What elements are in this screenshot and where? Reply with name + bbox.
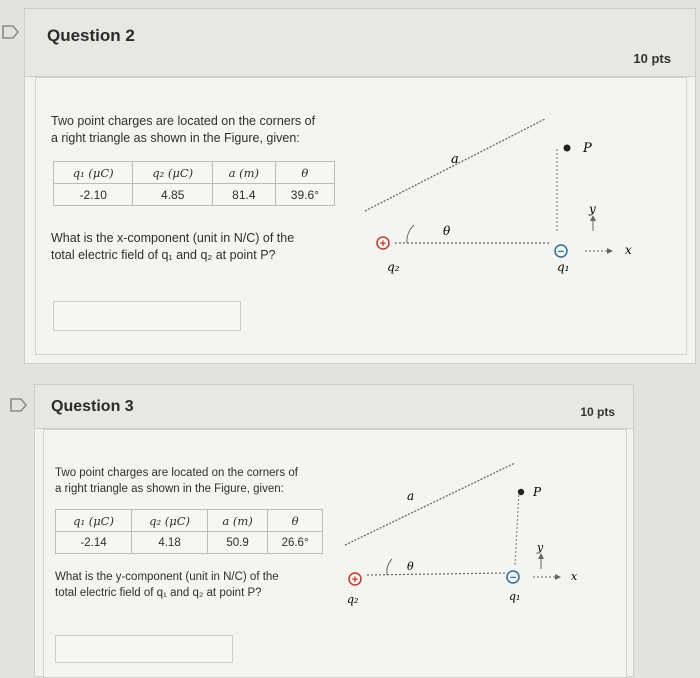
svg-text:θ: θ	[407, 560, 414, 573]
question-2-question	[51, 230, 351, 264]
theta-arc	[387, 559, 392, 575]
svg-text:y: y	[589, 202, 596, 216]
table-header: θ	[275, 162, 334, 184]
table-cell: 4.18	[132, 532, 208, 554]
question-2-points: 10 pts	[633, 51, 671, 66]
prompt-line: Two point charges are located on the corners of	[51, 114, 316, 128]
question-line: total electric field of q₁ and q₂ at point P?	[51, 248, 276, 262]
question-3-card	[34, 384, 634, 677]
question-3-figure	[335, 455, 625, 635]
svg-text:−: −	[509, 572, 517, 584]
table-cell: 39.6°	[275, 184, 334, 206]
question-3-points: 10 pts	[580, 405, 615, 419]
question-2-title: Question 2	[47, 26, 135, 45]
question-3-given-table	[55, 509, 323, 554]
table-cell: 4.85	[133, 184, 212, 206]
table-header: q₁ (μC)	[54, 162, 133, 184]
question-3-answer-input[interactable]	[55, 635, 233, 663]
question-3-prompt	[55, 465, 355, 497]
flag-question-icon[interactable]	[2, 25, 20, 39]
table-cell: -2.10	[54, 184, 133, 206]
question-3-question	[55, 569, 355, 601]
point-p-dot	[564, 145, 571, 152]
prompt-line: Two point charges are located on the corners of	[55, 467, 298, 479]
svg-text:P: P	[583, 141, 592, 156]
svg-text:q₁: q₁	[557, 260, 570, 274]
question-3-title: Question 3	[51, 398, 134, 415]
svg-text:q₁: q₁	[509, 590, 521, 603]
prompt-line: a right triangle as shown in the Figure, given:	[51, 131, 300, 145]
table-cell: 50.9	[208, 532, 268, 554]
vertical-line	[515, 491, 519, 565]
svg-text:a: a	[407, 489, 415, 503]
svg-text:P: P	[533, 485, 542, 499]
table-header: a (m)	[208, 510, 268, 532]
svg-text:q₂: q₂	[347, 593, 359, 606]
table-header: q₂ (μC)	[133, 162, 212, 184]
svg-text:x: x	[571, 570, 578, 583]
svg-text:a: a	[451, 152, 459, 167]
question-2-card	[24, 8, 696, 364]
table-header: a (m)	[212, 162, 275, 184]
question-line: What is the y-component (unit in N/C) of the	[55, 571, 279, 583]
table-header: θ	[268, 510, 323, 532]
table-cell: 81.4	[212, 184, 275, 206]
question-2-given-table	[53, 161, 335, 206]
svg-text:y: y	[537, 541, 544, 554]
table-header: q₂ (μC)	[132, 510, 208, 532]
question-line: total electric field of q₁ and q₂ at point P?	[55, 587, 262, 599]
svg-text:−: −	[557, 246, 565, 258]
prompt-line: a right triangle as shown in the Figure, given:	[55, 483, 284, 495]
svg-text:+: +	[379, 238, 387, 250]
question-line: What is the x-component (unit in N/C) of the	[51, 231, 295, 245]
flag-question-icon[interactable]	[10, 398, 28, 412]
question-2-prompt	[51, 113, 351, 147]
base-line	[367, 573, 507, 575]
svg-text:x: x	[625, 243, 632, 257]
side-a-line	[345, 463, 515, 545]
table-header: q₁ (μC)	[56, 510, 132, 532]
svg-text:+: +	[351, 574, 359, 586]
question-2-figure	[345, 101, 655, 301]
table-cell: 26.6°	[268, 532, 323, 554]
table-cell: -2.14	[56, 532, 132, 554]
question-2-answer-input[interactable]	[53, 301, 241, 331]
point-p-dot	[518, 489, 524, 495]
svg-text:q₂: q₂	[387, 260, 400, 274]
svg-text:θ: θ	[443, 224, 451, 238]
theta-arc	[407, 225, 414, 243]
